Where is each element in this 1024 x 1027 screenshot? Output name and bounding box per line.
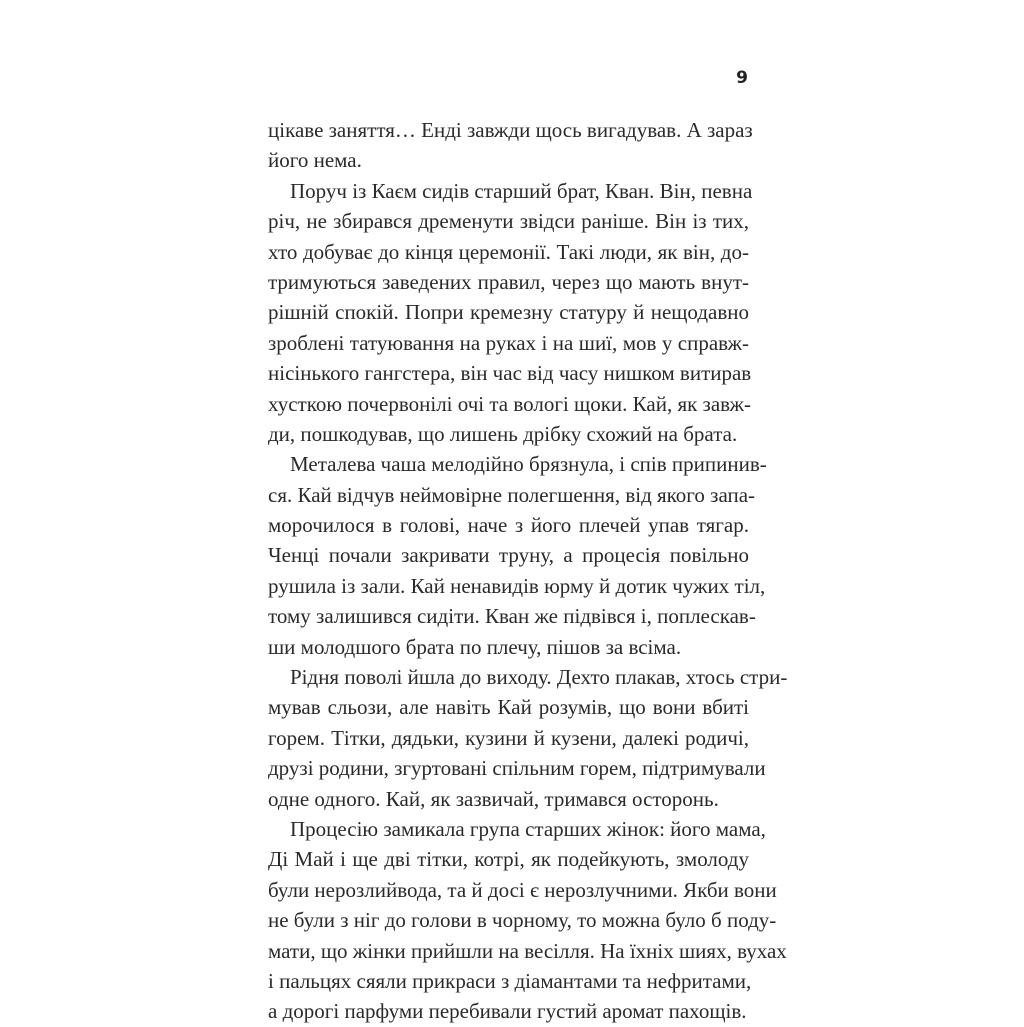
text-line: Поруч із Каєм сидів старший брат, Кван. Він, певна bbox=[290, 178, 753, 203]
text-line: друзі родини, згуртовані спільним горем, підтримували bbox=[268, 756, 766, 781]
text-line: тримуються заведених правил, через що мають внут- bbox=[268, 269, 749, 294]
text-line: одне одного. Кай, як зазвичай, тримався осторонь. bbox=[268, 786, 719, 811]
text-line: а дорогі парфуми перебивали густий аромат пахощів. bbox=[268, 999, 747, 1024]
text-line: Ченці почали закривати труну, а процесія повільно bbox=[268, 543, 749, 568]
paragraph bbox=[268, 176, 753, 450]
page-number: 9 bbox=[736, 68, 748, 88]
text-line: тому залишився сидіти. Кван же підвівся і, поплескав- bbox=[268, 604, 756, 629]
text-line: рушила із зали. Кай ненавидів юрму й дотик чужих тіл, bbox=[268, 573, 766, 598]
text-line: горем. Тітки, дядьки, кузини й кузени, далекі родичі, bbox=[268, 725, 749, 750]
text-line: річ, не збирався дременути звідси раніше. Він із тих, bbox=[268, 209, 749, 234]
text-line: зроблені татуювання на руках і на шиї, мов у справж- bbox=[268, 330, 749, 355]
text-line: ди, пошкодував, що лишень дрібку схожий на брата. bbox=[268, 421, 738, 446]
text-line: рішній спокій. Попри кремезну статуру й нещодавно bbox=[268, 300, 749, 325]
text-line: морочилося в голові, наче з його плечей упав тягар. bbox=[268, 513, 749, 538]
text-line: ся. Кай відчув неймовірне полегшення, від якого запа- bbox=[268, 482, 756, 507]
text-line: і пальцях сяяли прикраси з діамантами та нефритами, bbox=[268, 968, 752, 993]
text-line: мував сльози, але навіть Кай розумів, що вони вбиті bbox=[268, 695, 749, 720]
text-line: Металева чаша мелодійно брязнула, і спів припинив- bbox=[290, 452, 767, 477]
text-line: мати, що жінки прийшли на весілля. На їхніх шиях, вухах bbox=[268, 938, 787, 963]
text-line: були нерозлийвода, та й досі є нерозлучними. Якби вони bbox=[268, 877, 777, 902]
text-line: хто добуває до кінця церемонії. Такі люди, як він, до- bbox=[268, 239, 749, 264]
text-line: його нема. bbox=[268, 148, 362, 173]
paragraph bbox=[268, 449, 767, 662]
text-line: Рідня поволі йшла до виходу. Дехто плакав, хтось стри- bbox=[290, 665, 788, 690]
text-line: Процесію замикала група старших жінок: його мама, bbox=[290, 816, 766, 841]
text-line: Ді Май і ще дві тітки, котрі, як подейкують, змолоду bbox=[268, 847, 749, 872]
text-line: цікаве заняття… Енді завжди щось вигадував. А зараз bbox=[268, 118, 753, 142]
paragraph bbox=[268, 115, 753, 176]
paragraph bbox=[268, 662, 788, 814]
text-line: нісінького гангстера, він час від часу нишком витирав bbox=[268, 361, 752, 386]
text-line: ши молодшого брата по плечу, пішов за всіма. bbox=[268, 634, 682, 659]
text-line: не були з ніг до голови в чорному, то можна було б поду- bbox=[268, 908, 777, 933]
paragraph bbox=[268, 814, 787, 1027]
text-line: хусткою почервонілі очі та вологі щоки. Кай, як завж- bbox=[268, 391, 751, 416]
body-text bbox=[268, 115, 788, 1027]
